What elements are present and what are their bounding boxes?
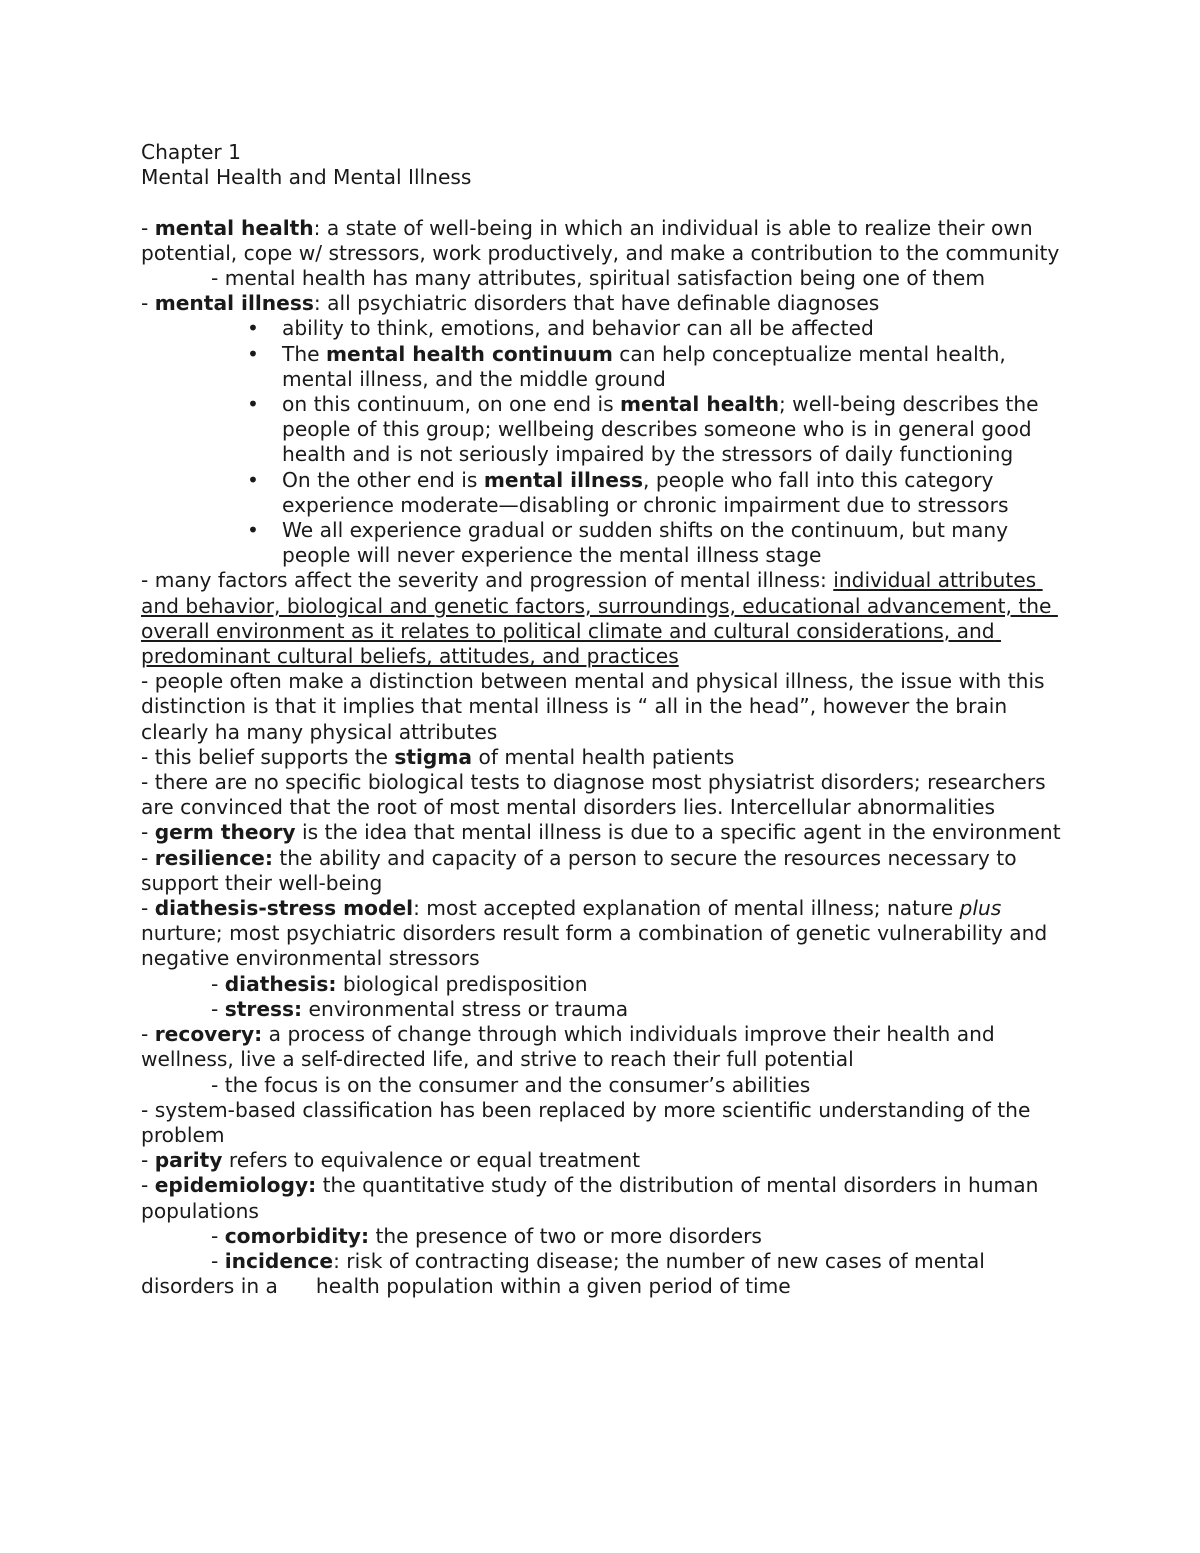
list-item-text: We all experience gradual or sudden shifts on the continuum, but many people will never experience the mental illness stage [282,518,1009,568]
list-item-text: on this continuum, on one end is [282,392,621,417]
list-item-text: can help conceptualize mental health, mental illness, and the middle ground [282,341,1006,391]
bullet-icon: • [247,392,259,417]
note-system-classification: - system-based classification has been replaced by more scientific understanding of the problem [141,1097,1037,1147]
note-mental-health: - mental health: a state of well-being in which an individual is able to realize their own potential, cope w/ stressors, work productively, and make a contribution to the community [141,215,1060,265]
definition-stress: environmental stress or trauma [302,996,629,1021]
term-mental-illness: mental illness [483,467,644,492]
incidence-cont-part1: disorders in a [141,1274,278,1299]
term-diathesis: diathesis: [224,971,337,996]
subnote-stress: - stress: environmental stress or trauma [211,996,629,1021]
definition-parity: refers to equivalence or equal treatment [222,1148,641,1173]
definition-dsm-part2: nurture; most psychiatric disorders result form a combination of genetic vulnerability and negative environmental stressors [141,896,1054,971]
term-incidence: incidence [224,1248,334,1273]
list-item [141,316,1080,341]
definition-germ-theory: is the idea that mental illness is due to a specific agent in the environment [295,820,1061,845]
term-comorbidity: comorbidity: [224,1223,370,1248]
note-parity: - parity refers to equivalence or equal treatment [141,1148,641,1173]
note-tests: - there are no specific biological tests to diagnose most physiatrist disorders; researchers are convinced that the root of most mental disorders lies. Intercellular abnormalities [141,770,1053,820]
list-item-text: ; well-being describes the people of this group; wellbeing describes someone who is in general good health and is not seriously impaired by the stressors of daily functioning [282,392,1039,467]
definition-epidemiology: the quantitative study of the distribution of mental disorders in human populations [141,1173,1045,1223]
factors-list: individual attributes and behavior, biological and genetic factors, surroundings, educational advancement, the overall environment as it relates to political climate and cultural considerations, and predominant cultural beliefs, attitudes, and practices [141,568,1058,669]
definition-resilience: the ability and capacity of a person to secure the resources necessary to support their well-being [141,845,1023,895]
definition-comorbidity: the presence of two or more disorders [369,1223,762,1248]
note-diathesis-stress: - diathesis-stress model: most accepted explanation of mental illness; nature plus nurture; most psychiatric disorders result form a combination of genetic vulnerability and negative environmental stressors [141,896,1054,971]
note-factors [141,568,1080,669]
term-stress: stress: [224,996,303,1021]
chapter-label: Chapter 1 [141,140,241,164]
note-mental-illness: - mental illness: all psychiatric disorders that have definable diagnoses [141,291,880,316]
definition-diathesis: biological predisposition [336,971,588,996]
incidence-cont-part2: health population within a given period of time [315,1274,791,1299]
list-item-text: On the other end is [282,467,484,492]
definition-mental-health: : a state of well-being in which an individual is able to realize their own potential, cope w/ stressors, work productively, and make a contribution to the community [141,215,1060,265]
subnote-mental-health: - mental health has many attributes, spiritual satisfaction being one of them [211,266,985,290]
stigma-intro: - this belief supports the [141,744,395,769]
subnote-incidence: - incidence: risk of contracting disease; the number of new cases of mental [211,1248,985,1273]
term-mental-health: mental health [154,215,314,240]
note-resilience: - resilience: the ability and capacity of a person to secure the resources necessary to support their well-being [141,845,1023,895]
list-item [141,342,1080,392]
note-distinction: - people often make a distinction between mental and physical illness, the issue with this distinction is that it implies that mental illness is “ all in the head”, however the brain clearly ha many physical attributes [141,669,1051,744]
term-recovery: recovery: [154,1022,263,1047]
bullet-icon: • [247,341,259,366]
stigma-rest: of mental health patients [472,744,735,769]
term-germ-theory: germ theory [154,820,296,845]
bullet-icon: • [247,518,259,543]
definition-mental-illness: : all psychiatric disorders that have definable diagnoses [313,291,880,316]
list-item-text: The [282,341,326,366]
list-item-text: ability to think, emotions, and behavior can all be affected [282,316,874,341]
subnote-diathesis: - diathesis: biological predisposition [211,971,588,996]
subnote-comorbidity: - comorbidity: the presence of two or more disorders [211,1223,762,1248]
list-item-text: , people who fall into this category experience moderate—disabling or chronic impairment due to stressors [282,467,1009,517]
bullet-list [141,316,1080,568]
term-parity: parity [154,1148,223,1173]
subnote-recovery: - the focus is on the consumer and the consumer’s abilities [211,1072,811,1097]
note-germ-theory: - germ theory is the idea that mental illness is due to a specific agent in the environment [141,820,1061,845]
term-resilience: resilience: [154,845,273,870]
definition-recovery: a process of change through which individuals improve their health and wellness, live a self-directed life, and strive to reach their full potential [141,1022,1002,1072]
term-epidemiology: epidemiology: [154,1173,317,1198]
note-epidemiology: - epidemiology: the quantitative study of the distribution of mental disorders in human populations [141,1173,1045,1223]
term-stigma: stigma [394,744,473,769]
bullet-icon: • [247,316,259,341]
page-title: Mental Health and Mental Illness [141,165,472,190]
definition-incidence: : risk of contracting disease; the number of new cases of mental [333,1248,985,1273]
note-recovery: - recovery: a process of change through which individuals improve their health and wellness, live a self-directed life, and strive to reach their full potential [141,1022,1002,1072]
note-stigma [141,745,1080,770]
factors-intro: - many factors affect the severity and progression of mental illness: [141,568,834,593]
italic-plus: plus [959,896,1002,921]
bullet-icon: • [247,467,259,492]
list-item [141,468,1080,518]
definition-dsm-part1: : most accepted explanation of mental illness; nature [413,896,960,921]
term-mental-illness: mental illness [154,291,314,316]
term-diathesis-stress-model: diathesis-stress model [154,896,414,921]
blank-line [141,190,1080,215]
list-item [141,518,1080,568]
term-mental-health: mental health [620,392,779,417]
term-continuum: mental health continuum [325,341,613,366]
subnote-incidence-cont [141,1274,1080,1299]
list-item [141,392,1080,468]
